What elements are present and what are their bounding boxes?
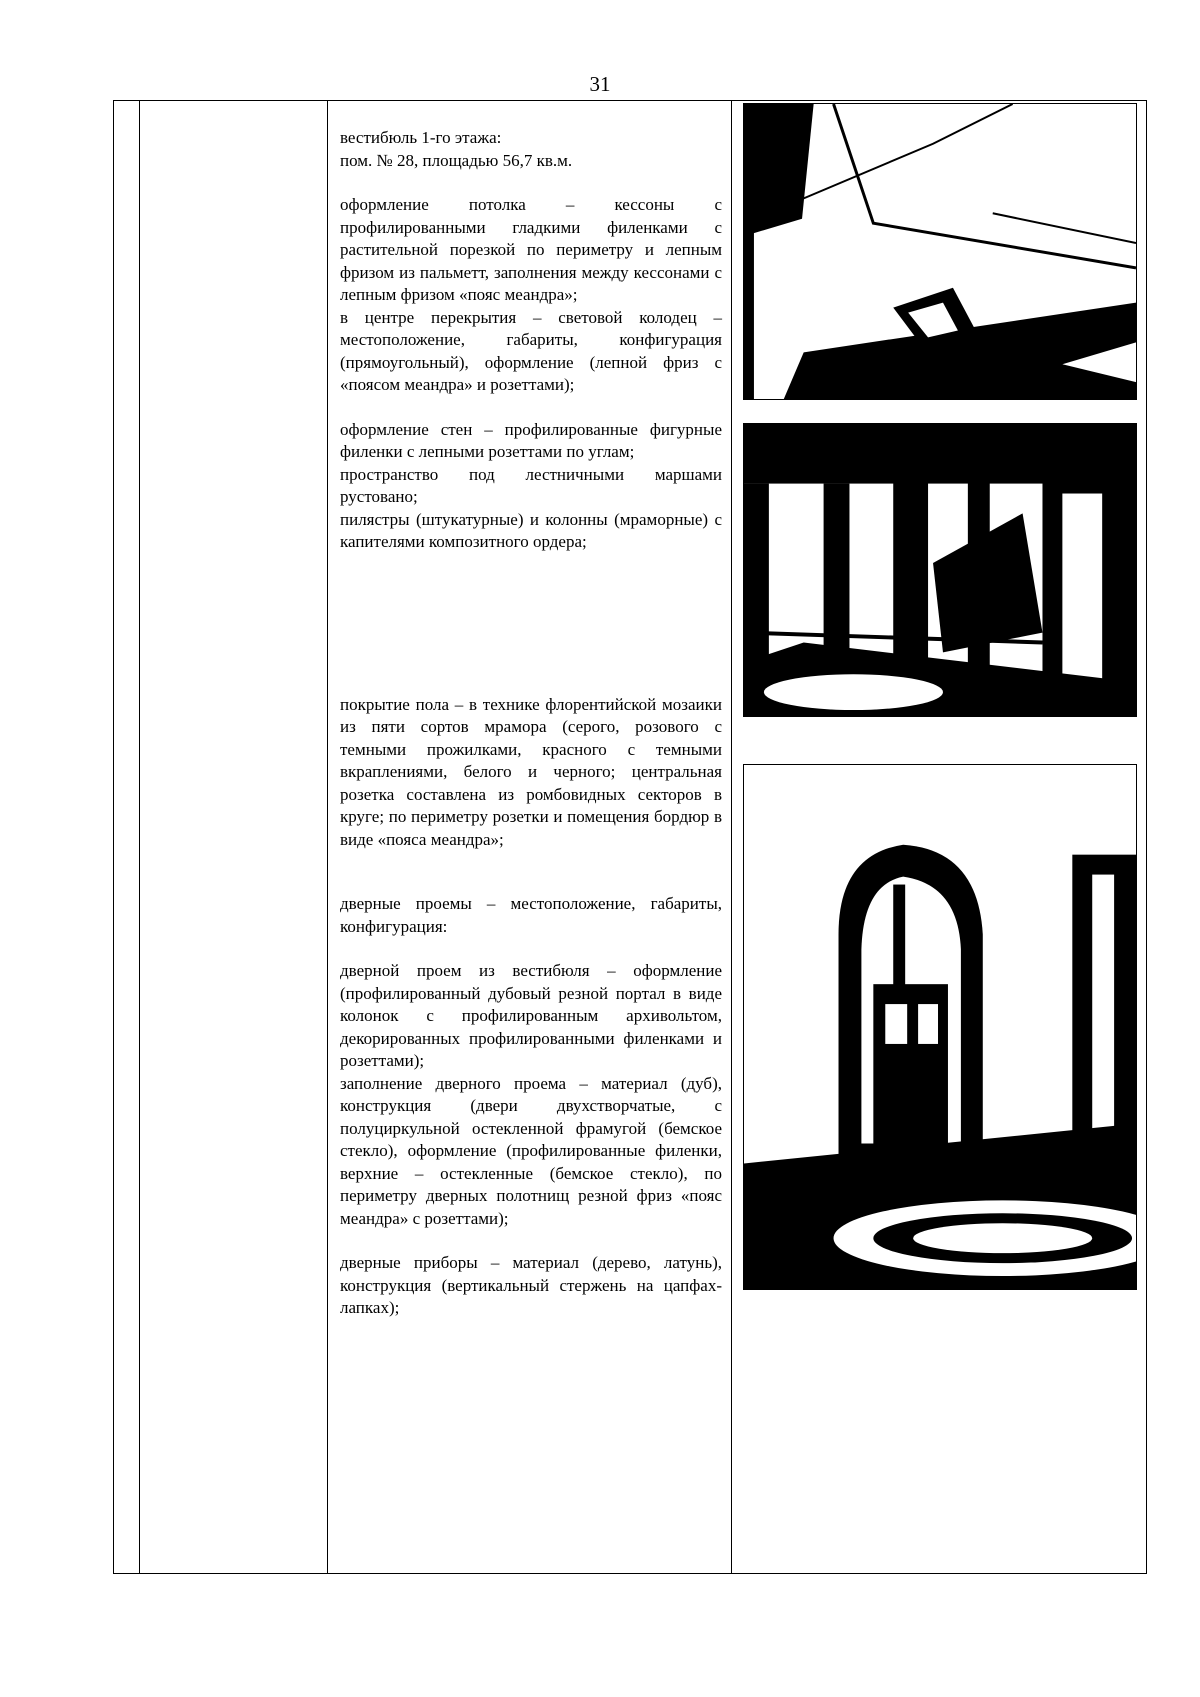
doorway-photo	[743, 764, 1137, 1290]
table-column-divider	[327, 101, 328, 1573]
room-area: пом. № 28, площадью 56,7 кв.м.	[340, 150, 573, 170]
page-number: 31	[589, 72, 611, 96]
table-column-divider	[731, 101, 732, 1573]
stairs-space-description: пространство под лестничными маршами рустовано;	[340, 464, 722, 506]
ceiling-photo	[743, 103, 1137, 400]
floor-description: покрытие пола – в технике флорентийской мозаики из пяти сортов мрамора (серого, розового с темными прожилками, красного с темными вкраплениями, белого и черного; центральная розетка составлена из ромбовидных секторов в круге; по периметру розетки и помещения бордюр в виде «пояса меандра»;	[340, 694, 722, 849]
doorways-heading: дверные проемы – местоположение, габариты, конфигурация:	[340, 894, 722, 936]
door-hardware-description: дверные приборы – материал (дерево, латунь), конструкция (вертикальный стержень на цапфах-лапках);	[340, 1253, 722, 1317]
door-filling-description: заполнение дверного проема – материал (дуб), конструкция (двери двухстворчатые, с полуциркульной остекленной фрамугой (бемское стекло), оформление (профилированные филенки, верхние – остекленные (бемское стекло), по периметру дверных полотнищ резной фриз «пояс меандра» с розеттами);	[340, 1073, 722, 1228]
light-well-description: в центре перекрытия – световой колодец – местоположение, габариты, конфигурация (прямоугольный), оформление (лепной фриз с «поясом меандра» и розеттами);	[340, 307, 722, 394]
doorway-portal-description: дверной проем из вестибюля – оформление (профилированный дубовый резной портал в виде колонок с профилированным архивольтом, декорированных профилированными филенками и розеттами);	[340, 961, 722, 1070]
walls-description: оформление стен – профилированные фигурные филенки с лепными розеттами по углам;	[340, 419, 722, 461]
table-column-divider	[139, 101, 140, 1573]
vestibule-photo	[743, 423, 1137, 717]
room-title: вестибюль 1-го этажа:	[340, 128, 502, 147]
description-column	[340, 127, 722, 1320]
pilasters-description: пилястры (штукатурные) и колонны (мраморные) с капителями композитного ордера;	[340, 509, 722, 551]
ceiling-description: оформление потолка – кессоны с профилированными гладкими филенками с растительной порезкой по периметру и лепным фризом из пальметт, заполнения между кессонами с лепным фризом «пояс меандра»;	[340, 195, 722, 304]
